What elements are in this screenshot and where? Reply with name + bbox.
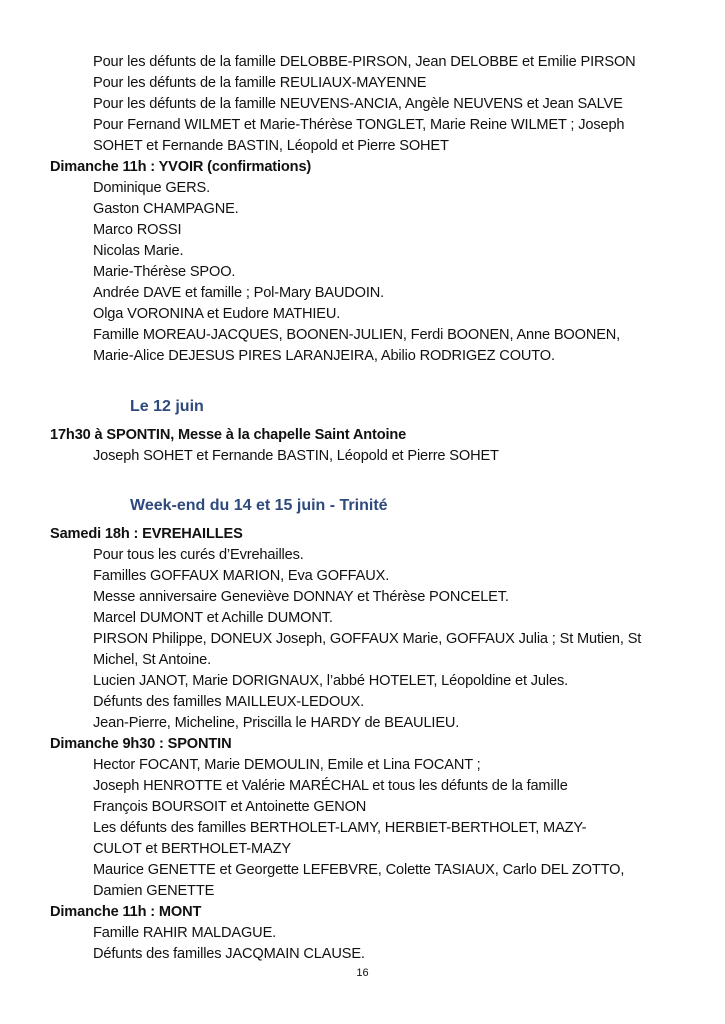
intention-line: Famille RAHIR MALDAGUE. [93, 925, 277, 941]
intention-line: Joseph SOHET et Fernande BASTIN, Léopold et Pierre SOHET [93, 448, 499, 464]
intention-line: Olga VORONINA et Eudore MATHIEU. [93, 306, 341, 322]
intention-line: Nicolas Marie. [93, 243, 184, 259]
intention-line: Messe anniversaire Geneviève DONNAY et Thérèse PONCELET. [93, 589, 509, 605]
mass-heading-mont: Dimanche 11h : MONT [50, 904, 202, 920]
intention-line: SOHET et Fernande BASTIN, Léopold et Pierre SOHET [93, 138, 449, 154]
mass-heading-yvoir: Dimanche 11h : YVOIR (confirmations) [50, 159, 312, 175]
intention-line: Défunts des familles JACQMAIN CLAUSE. [93, 946, 365, 962]
intention-line: Pour tous les curés d’Evrehailles. [93, 547, 304, 563]
section-title-weekend: Week-end du 14 et 15 juin - Trinité [130, 497, 388, 514]
mass-heading-evrehailles: Samedi 18h : EVREHAILLES [50, 526, 243, 542]
intention-line: Joseph HENROTTE et Valérie MARÉCHAL et tous les défunts de la famille [93, 778, 568, 794]
mass-heading-spontin: Dimanche 9h30 : SPONTIN [50, 736, 232, 752]
intention-line: Pour les défunts de la famille NEUVENS-ANCIA, Angèle NEUVENS et Jean SALVE [93, 96, 623, 112]
page-number: 16 [356, 967, 369, 979]
mass-heading-spontin-chapel: 17h30 à SPONTIN, Messe à la chapelle Saint Antoine [50, 427, 407, 443]
intention-line: Hector FOCANT, Marie DEMOULIN, Emile et Lina FOCANT ; [93, 757, 481, 773]
intention-line: Familles GOFFAUX MARION, Eva GOFFAUX. [93, 568, 390, 584]
intention-line: Les défunts des familles BERTHOLET-LAMY, HERBIET-BERTHOLET, MAZY- [93, 820, 587, 836]
intention-line: CULOT et BERTHOLET-MAZY [93, 841, 291, 857]
intention-line: Marco ROSSI [93, 222, 182, 238]
intention-line: Jean-Pierre, Micheline, Priscilla le HARDY de BEAULIEU. [93, 715, 460, 731]
intention-line: Dominique GERS. [93, 180, 210, 196]
intention-line: Famille MOREAU-JACQUES, BOONEN-JULIEN, Ferdi BOONEN, Anne BOONEN, [93, 327, 621, 343]
intention-line: Gaston CHAMPAGNE. [93, 201, 239, 217]
intention-line: PIRSON Philippe, DONEUX Joseph, GOFFAUX Marie, GOFFAUX Julia ; St Mutien, St [93, 631, 642, 647]
intention-line: Michel, St Antoine. [93, 652, 212, 668]
intention-line: Andrée DAVE et famille ; Pol-Mary BAUDOIN. [93, 285, 385, 301]
intention-line: Marcel DUMONT et Achille DUMONT. [93, 610, 333, 626]
intention-line: François BOURSOIT et Antoinette GENON [93, 799, 367, 815]
intention-line: Damien GENETTE [93, 883, 215, 899]
intention-line: Marie-Alice DEJESUS PIRES LARANJEIRA, Abilio RODRIGEZ COUTO. [93, 348, 555, 364]
intention-line: Défunts des familles MAILLEUX-LEDOUX. [93, 694, 365, 710]
section-title-june-12: Le 12 juin [130, 398, 204, 415]
intention-line: Maurice GENETTE et Georgette LEFEBVRE, Colette TASIAUX, Carlo DEL ZOTTO, [93, 862, 625, 878]
intention-line: Lucien JANOT, Marie DORIGNAUX, l’abbé HOTELET, Léopoldine et Jules. [93, 673, 568, 689]
intention-line: Pour Fernand WILMET et Marie-Thérèse TONGLET, Marie Reine WILMET ; Joseph [93, 117, 625, 133]
intention-line: Marie-Thérèse SPOO. [93, 264, 236, 280]
intention-line: Pour les défunts de la famille DELOBBE-PIRSON, Jean DELOBBE et Emilie PIRSON [93, 54, 636, 70]
intention-line: Pour les défunts de la famille REULIAUX-MAYENNE [93, 75, 427, 91]
